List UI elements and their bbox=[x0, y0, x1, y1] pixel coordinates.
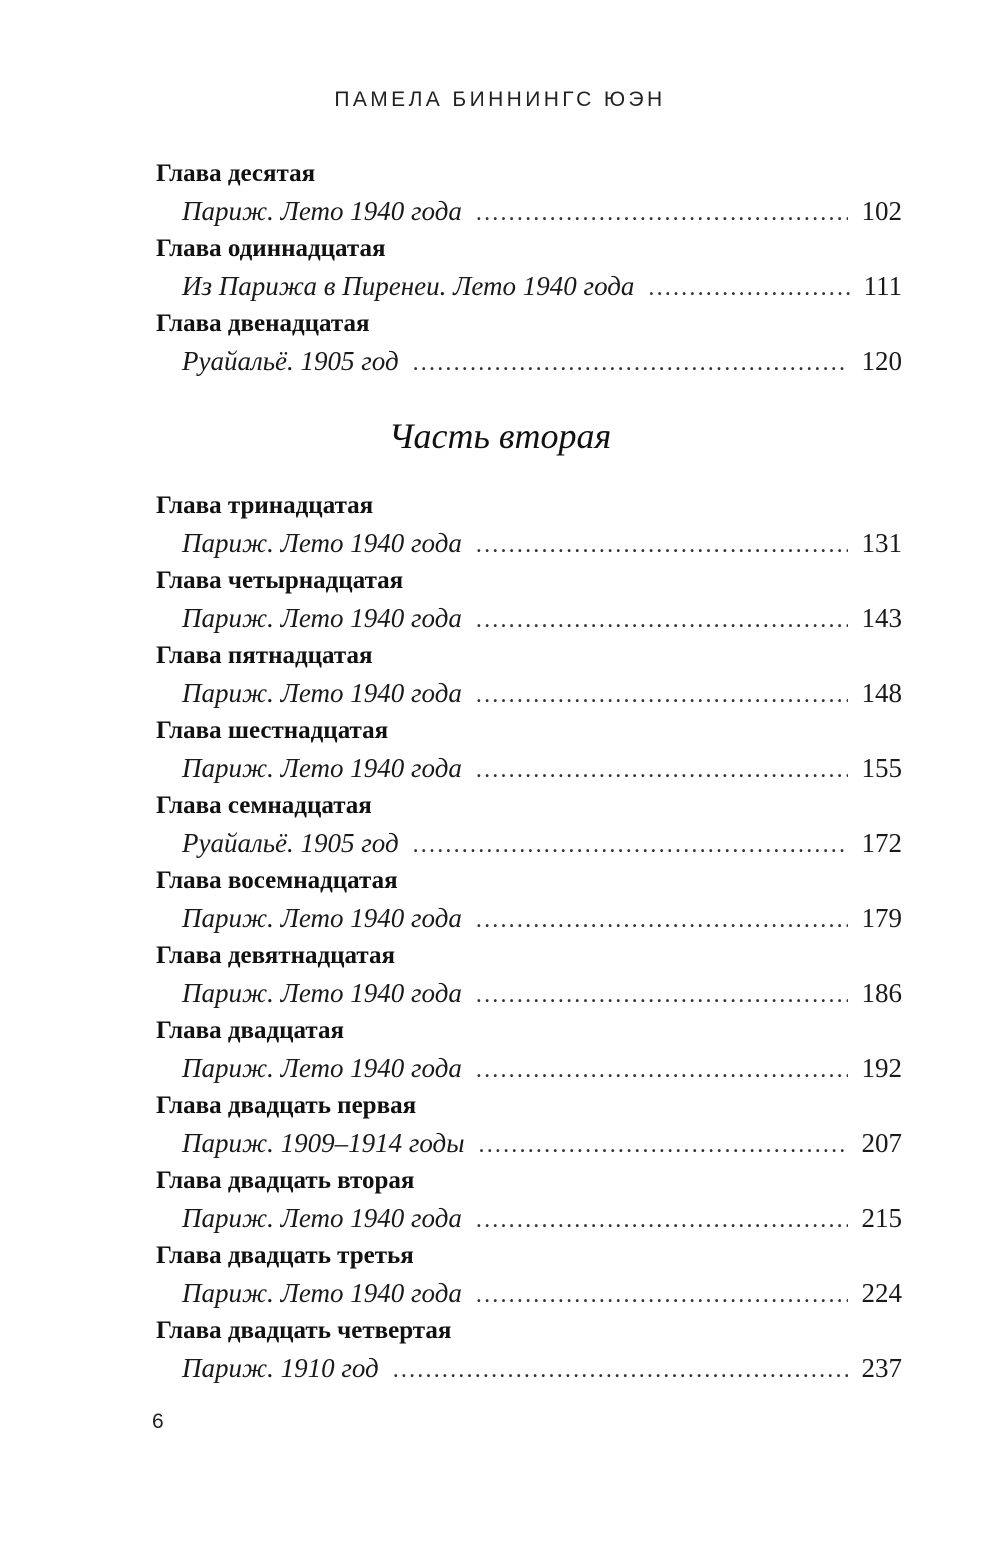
toc-entry bbox=[156, 1049, 902, 1087]
page-number: 6 bbox=[152, 1410, 164, 1433]
toc-entry bbox=[156, 192, 902, 230]
chapter-title: Глава семнадцатая bbox=[156, 792, 372, 819]
toc-entry bbox=[156, 824, 902, 862]
toc-entry bbox=[156, 749, 902, 787]
chapter-title: Глава двенадцатая bbox=[156, 310, 370, 337]
dot-leader bbox=[479, 1126, 848, 1164]
chapter-title: Глава десятая bbox=[156, 160, 316, 187]
chapter-title: Глава девятнадцатая bbox=[156, 942, 396, 969]
entry-subtitle: Руайальё. 1905 год bbox=[182, 346, 399, 376]
entry-page-number: 172 bbox=[861, 828, 902, 858]
toc-entry bbox=[156, 974, 902, 1012]
dot-leader bbox=[476, 1201, 848, 1239]
dot-leader bbox=[476, 1051, 848, 1089]
chapter-title: Глава двадцатая bbox=[156, 1017, 345, 1044]
toc-part-two bbox=[156, 487, 902, 1387]
toc-entry bbox=[156, 1349, 902, 1387]
entry-subtitle: Париж. Лето 1940 года bbox=[182, 1278, 462, 1308]
entry-subtitle: Париж. 1910 год bbox=[182, 1353, 379, 1383]
toc-entry bbox=[156, 1274, 902, 1312]
toc-entry bbox=[156, 599, 902, 637]
chapter-title: Глава пятнадцатая bbox=[156, 642, 373, 669]
part-title: Часть вторая bbox=[388, 416, 612, 456]
entry-page-number: 207 bbox=[861, 1128, 902, 1158]
entry-subtitle: Париж. Лето 1940 года bbox=[182, 753, 462, 783]
entry-page-number: 186 bbox=[861, 978, 902, 1008]
entry-page-number: 148 bbox=[861, 678, 902, 708]
dot-leader bbox=[476, 676, 848, 714]
entry-page-number: 224 bbox=[861, 1278, 902, 1308]
entry-subtitle: Париж. Лето 1940 года bbox=[182, 678, 462, 708]
dot-leader bbox=[476, 194, 848, 232]
entry-page-number: 192 bbox=[861, 1053, 902, 1083]
entry-subtitle: Париж. Лето 1940 года bbox=[182, 1203, 462, 1233]
chapter-title: Глава двадцать вторая bbox=[156, 1167, 415, 1194]
chapter-title: Глава восемнадцатая bbox=[156, 867, 398, 894]
entry-page-number: 102 bbox=[861, 196, 902, 226]
chapter-title: Глава шестнадцатая bbox=[156, 717, 389, 744]
entry-subtitle: Париж. Лето 1940 года bbox=[182, 903, 462, 933]
entry-page-number: 131 bbox=[861, 528, 902, 558]
toc-entry bbox=[156, 1124, 902, 1162]
chapter-title: Глава одиннадцатая bbox=[156, 235, 386, 262]
dot-leader bbox=[413, 344, 848, 382]
chapter-title: Глава двадцать четвертая bbox=[156, 1317, 452, 1344]
entry-page-number: 215 bbox=[861, 1203, 902, 1233]
toc-entry bbox=[156, 267, 902, 305]
entry-subtitle: Из Парижа в Пиренеи. Лето 1940 года bbox=[182, 271, 635, 301]
entry-subtitle: Париж. Лето 1940 года bbox=[182, 978, 462, 1008]
entry-page-number: 143 bbox=[861, 603, 902, 633]
dot-leader bbox=[476, 976, 848, 1014]
entry-subtitle: Париж. Лето 1940 года bbox=[182, 1053, 462, 1083]
chapter-title: Глава двадцать третья bbox=[156, 1242, 414, 1269]
entry-subtitle: Париж. Лето 1940 года bbox=[182, 528, 462, 558]
entry-subtitle: Париж. Лето 1940 года bbox=[182, 603, 462, 633]
entry-page-number: 179 bbox=[861, 903, 902, 933]
toc-entry bbox=[156, 899, 902, 937]
chapter-title: Глава двадцать первая bbox=[156, 1092, 417, 1119]
toc-entry bbox=[156, 674, 902, 712]
running-header: ПАМЕЛА БИННИНГС ЮЭН bbox=[334, 88, 666, 111]
dot-leader bbox=[476, 901, 848, 939]
entry-subtitle: Руайальё. 1905 год bbox=[182, 828, 399, 858]
dot-leader bbox=[393, 1351, 848, 1389]
dot-leader bbox=[648, 269, 849, 307]
chapter-title: Глава четырнадцатая bbox=[156, 567, 404, 594]
entry-page-number: 237 bbox=[861, 1353, 902, 1383]
dot-leader bbox=[476, 526, 848, 564]
entry-subtitle: Париж. 1909–1914 годы bbox=[182, 1128, 465, 1158]
entry-page-number: 120 bbox=[861, 346, 902, 376]
toc-entry bbox=[156, 342, 902, 380]
dot-leader bbox=[476, 1276, 848, 1314]
entry-subtitle: Париж. Лето 1940 года bbox=[182, 196, 462, 226]
dot-leader bbox=[476, 751, 848, 789]
toc-entry bbox=[156, 524, 902, 562]
dot-leader bbox=[413, 826, 848, 864]
entry-page-number: 155 bbox=[861, 753, 902, 783]
chapter-title: Глава тринадцатая bbox=[156, 492, 374, 519]
entry-page-number: 111 bbox=[863, 271, 902, 301]
toc-part-one-tail bbox=[156, 155, 902, 380]
toc-entry bbox=[156, 1199, 902, 1237]
dot-leader bbox=[476, 601, 848, 639]
